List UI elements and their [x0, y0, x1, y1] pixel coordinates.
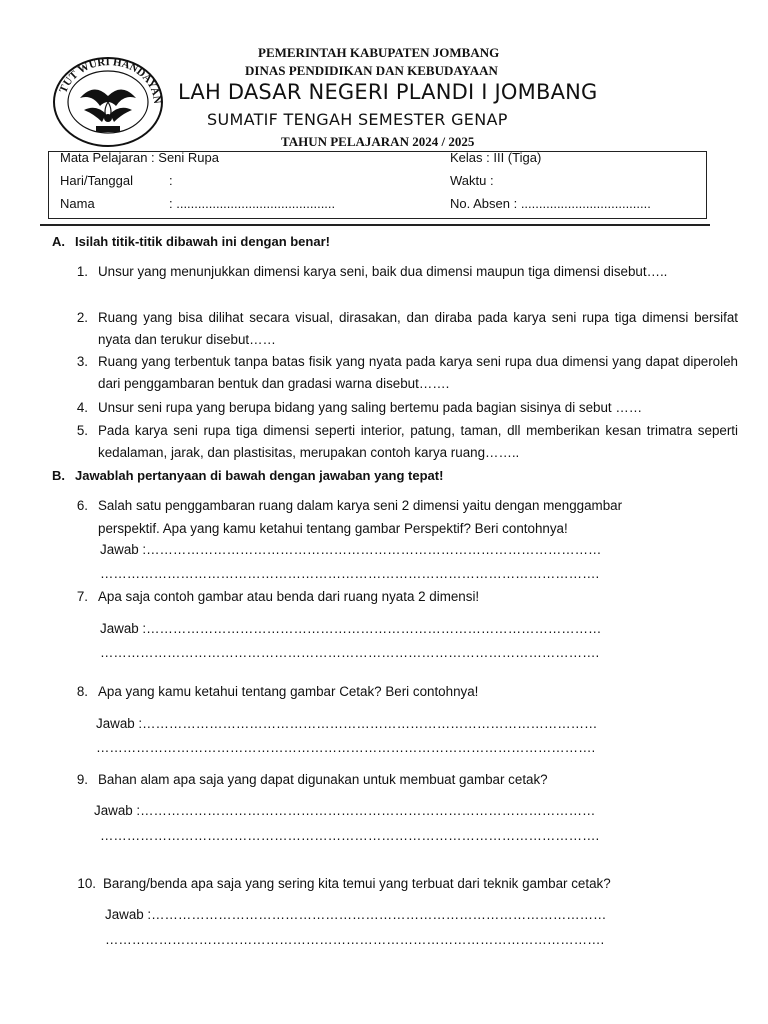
answer-line[interactable]: Jawab :………………………………………………………………………………………… — [100, 621, 602, 636]
time-field[interactable]: Waktu : — [450, 173, 494, 188]
class-field: Kelas : III (Tiga) — [450, 150, 542, 165]
subject-field: Mata Pelajaran : Seni Rupa — [60, 150, 219, 165]
divider-line — [40, 224, 710, 226]
section-a-marker: A. — [52, 234, 65, 249]
header-line-2: DINAS PENDIDIKAN DAN KEBUDAYAAN — [245, 63, 498, 78]
name-label: Nama — [60, 196, 95, 211]
question-text: Ruang yang bisa dilihat secara visual, dirasakan, dan diraba pada karya seni rupa tiga dimensi bersifat nyata dan terukur disebut…… — [98, 310, 738, 347]
answer-dots[interactable]: …………………………………………………………………………………………………. — [100, 645, 600, 660]
question-number: 9. — [76, 772, 88, 787]
question-text-cont: perspektif. Apa yang kamu ketahui tentang gambar Perspektif? Beri contohnya! — [98, 521, 568, 536]
answer-line[interactable]: Jawab :………………………………………………………………………………………… — [96, 716, 598, 731]
question-text: Pada karya seni rupa tiga dimensi seperti interior, patung, taman, dll memberikan kesan trimatra seperti kedalaman, jarak, dan plastisitas, merupakan contoh karya ruang…….. — [98, 423, 738, 460]
academic-year: TAHUN PELAJARAN 2024 / 2025 — [281, 134, 475, 149]
question-number: 2. — [76, 310, 88, 325]
answer-line[interactable]: Jawab :………………………………………………………………………………………… — [100, 542, 602, 557]
question-text: Apa saja contoh gambar atau benda dari ruang nyata 2 dimensi! — [98, 589, 480, 604]
name-field[interactable]: : ............................................ — [169, 196, 336, 211]
question-number: 3. — [76, 354, 88, 369]
tut-wuri-handayani-logo — [50, 52, 166, 148]
question-number: 10. — [77, 876, 96, 891]
question-text: Salah satu penggambaran ruang dalam karya seni 2 dimensi yaitu dengan menggambar — [98, 498, 623, 513]
question-text: Apa yang kamu ketahui tentang gambar Cetak? Beri contohnya! — [98, 684, 479, 699]
question-number: 4. — [76, 400, 88, 415]
logo-emblem-icon — [50, 52, 166, 148]
date-field[interactable]: : — [169, 173, 173, 188]
section-a-title: Isilah titik-titik dibawah ini dengan benar! — [75, 234, 330, 249]
question-number: 1. — [76, 264, 88, 279]
question-text: Ruang yang terbentuk tanpa batas fisik yang nyata pada karya seni rupa dua dimensi yang dapat diperoleh dari penggambaran bentuk dan gradasi warna disebut……. — [98, 354, 738, 391]
question-text: Unsur yang menunjukkan dimensi karya seni, baik dua dimensi maupun tiga dimensi disebut….. — [98, 264, 668, 279]
section-b-marker: B. — [52, 468, 65, 483]
svg-text:TUT WURI HANDAYANI: TUT WURI HANDAYAN — [57, 56, 164, 105]
answer-line[interactable]: Jawab :………………………………………………………………………………………… — [105, 907, 607, 922]
question-text: Barang/benda apa saja yang sering kita temui yang terbuat dari teknik gambar cetak? — [103, 876, 611, 891]
answer-dots[interactable]: …………………………………………………………………………………………………. — [100, 828, 600, 843]
question-text: Unsur seni rupa yang berupa bidang yang saling bertemu pada bagian sisinya di sebut …… — [98, 400, 643, 415]
exam-title: SUMATIF TENGAH SEMESTER GENAP — [207, 110, 508, 129]
question-number: 7. — [76, 589, 88, 604]
question-number: 6. — [76, 498, 88, 513]
date-label: Hari/Tanggal — [60, 173, 133, 188]
school-name: LAH DASAR NEGERI PLANDI I JOMBANG — [178, 80, 598, 104]
answer-dots[interactable]: …………………………………………………………………………………………………. — [105, 932, 605, 947]
answer-dots[interactable]: …………………………………………………………………………………………………. — [100, 566, 600, 581]
answer-line[interactable]: Jawab :………………………………………………………………………………………… — [94, 803, 596, 818]
answer-dots[interactable]: …………………………………………………………………………………………………. — [96, 740, 596, 755]
section-b-title: Jawablah pertanyaan di bawah dengan jawaban yang tepat! — [75, 468, 444, 483]
absent-number-field[interactable]: No. Absen : .................................... — [450, 196, 651, 211]
header-line-1: PEMERINTAH KABUPATEN JOMBANG — [258, 45, 500, 60]
question-text: Bahan alam apa saja yang dapat digunakan untuk membuat gambar cetak? — [98, 772, 548, 787]
question-number: 5. — [76, 423, 88, 438]
question-number: 8. — [76, 684, 88, 699]
